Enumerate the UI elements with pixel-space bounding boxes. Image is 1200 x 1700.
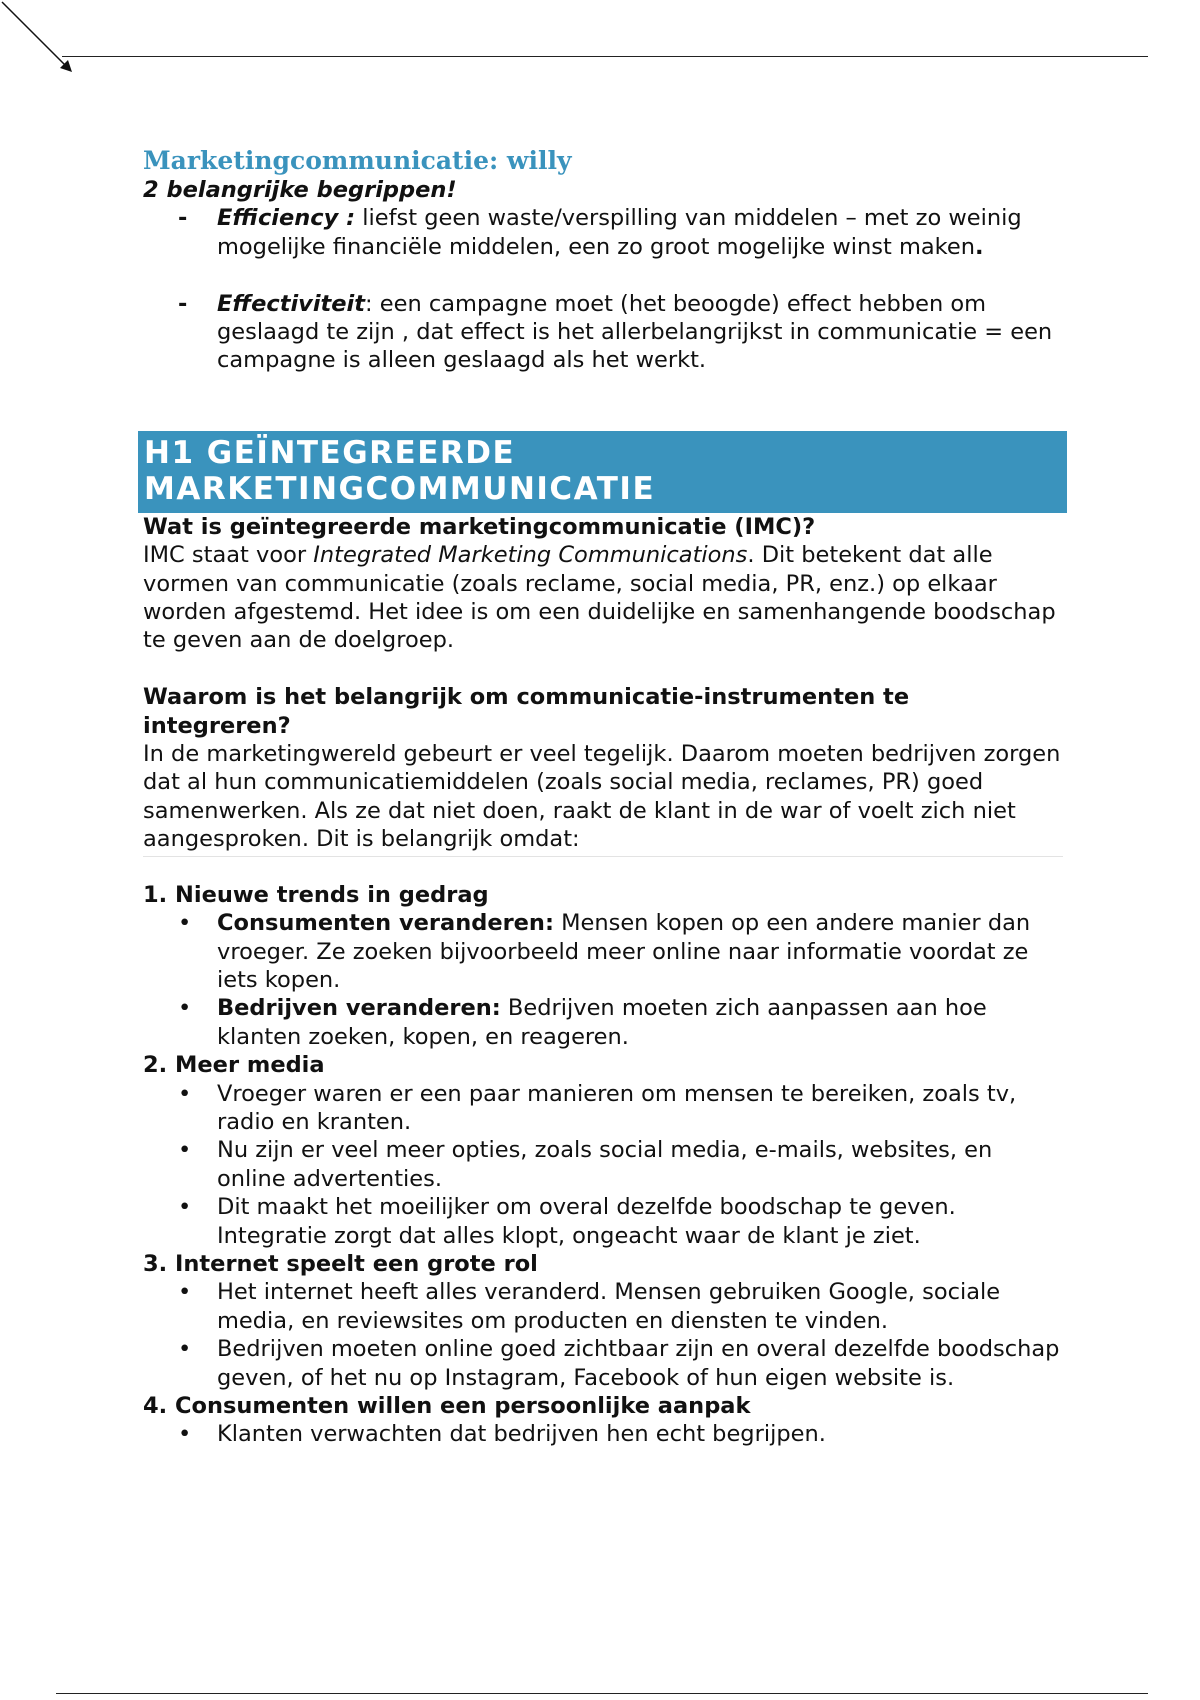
spacer bbox=[143, 857, 1063, 881]
dash-marker: - bbox=[178, 290, 188, 317]
bullet-marker: • bbox=[178, 1080, 192, 1107]
section-4 bbox=[143, 1392, 1063, 1449]
list-item bbox=[143, 909, 1063, 994]
key-terms-list bbox=[143, 204, 1063, 374]
list-item bbox=[143, 1420, 1063, 1448]
section-2 bbox=[143, 1051, 1063, 1250]
item-text: Het internet heeft alles veranderd. Mensen gebruiken Google, sociale media, en reviewsites om producten en diensten te vinden. bbox=[217, 1279, 1001, 1334]
item-bold: Bedrijven veranderen: bbox=[217, 995, 501, 1022]
term-effectiviteit: Effectiviteit bbox=[217, 290, 366, 317]
dash-marker: - bbox=[178, 205, 188, 232]
course-title: Marketingcommunicatie: willy bbox=[143, 146, 572, 175]
item-text: Vroeger waren er een paar manieren om mensen te bereiken, zoals tv, radio en kranten. bbox=[217, 1080, 1017, 1135]
imc-text-after: . Dit betekent dat alle vormen van communicatie (zoals reclame, social media, PR, enz.) op elkaar worden afgestemd. Het idee is om een duidelijke en samenhangende boodschap te geven aan de doelgroep. bbox=[143, 542, 1056, 654]
chapter-heading bbox=[138, 431, 1067, 513]
item-text: Klanten verwachten dat bedrijven hen echt begrijpen. bbox=[217, 1421, 826, 1448]
list-item bbox=[143, 1335, 1063, 1392]
top-rule bbox=[62, 56, 1148, 57]
term-efficiency: Efficiency : bbox=[217, 205, 356, 232]
list-item bbox=[143, 1080, 1063, 1137]
list-item bbox=[143, 290, 1063, 375]
bullet-list bbox=[143, 1278, 1063, 1392]
key-terms-heading: 2 belangrijke begrippen! bbox=[143, 177, 457, 203]
chapter-heading-line2: MARKETINGCOMMUNICATIE bbox=[144, 470, 656, 507]
item-text: Bedrijven moeten online goed zichtbaar zijn en overal dezelfde boodschap geven, of het nu op Instagram, Facebook of hun eigen website is. bbox=[217, 1336, 1060, 1391]
chapter-heading-line1: H1 GEÏNTEGREERDE bbox=[144, 434, 516, 471]
document-body bbox=[143, 146, 1063, 1449]
term-efficiency-end: . bbox=[975, 233, 984, 260]
section-1 bbox=[143, 881, 1063, 1051]
section-3 bbox=[143, 1250, 1063, 1392]
item-text: Mensen kopen op een andere manier dan vroeger. Ze zoeken bijvoorbeeld meer online naar informatie voordat ze iets kopen. bbox=[217, 910, 1031, 993]
list-item bbox=[143, 1136, 1063, 1193]
item-bold: Consumenten veranderen: bbox=[217, 910, 554, 937]
imc-question: Wat is geïntegreerde marketingcommunicatie (IMC)? bbox=[143, 513, 816, 540]
list-item bbox=[143, 1278, 1063, 1335]
list-item bbox=[143, 204, 1063, 261]
spacer bbox=[143, 375, 1063, 431]
imc-text-before: IMC staat voor bbox=[143, 542, 314, 569]
bullet-marker: • bbox=[178, 1421, 192, 1448]
list-item bbox=[143, 1193, 1063, 1250]
corner-arrow-icon bbox=[0, 0, 80, 80]
imc-paragraph bbox=[143, 541, 1063, 655]
bullet-marker: • bbox=[178, 995, 192, 1022]
item-text: Nu zijn er veel meer opties, zoals social media, e-mails, websites, en online advertenties. bbox=[217, 1137, 993, 1192]
section-heading: 1. Nieuwe trends in gedrag bbox=[143, 881, 489, 908]
bottom-rule bbox=[56, 1693, 1148, 1694]
spacer bbox=[143, 655, 1063, 683]
section-heading: 3. Internet speelt een grote rol bbox=[143, 1250, 538, 1277]
item-text: Bedrijven moeten zich aanpassen aan hoe klanten zoeken, kopen, en reageren. bbox=[217, 995, 987, 1050]
bullet-marker: • bbox=[178, 1137, 192, 1164]
why-paragraph: In de marketingwereld gebeurt er veel tegelijk. Daarom moeten bedrijven zorgen dat al hun communicatiemiddelen (zoals social media, reclames, PR) goed samenwerken. Als ze dat niet doen, raakt de klant in de war of voelt zich niet aangesproken. Dit is belangrijk omdat: bbox=[143, 741, 1061, 853]
list-item bbox=[143, 994, 1063, 1051]
term-effectiviteit-text: : een campagne moet (het beoogde) effect hebben om geslaagd te zijn , dat effect is het allerbelangrijkst in communicatie = een campagne is alleen geslaagd als het werkt. bbox=[217, 290, 1053, 374]
imc-text-italic: Integrated Marketing Communications bbox=[313, 542, 748, 569]
section-heading: 2. Meer media bbox=[143, 1052, 325, 1079]
item-text: Dit maakt het moeilijker om overal dezelfde boodschap te geven. Integratie zorgt dat alles klopt, ongeacht waar de klant je ziet. bbox=[217, 1194, 956, 1249]
spacer bbox=[143, 261, 1063, 289]
term-efficiency-text: liefst geen waste/verspilling van middelen – met zo weinig mogelijke financiële middelen, een zo groot mogelijke winst maken bbox=[217, 205, 1022, 260]
section-heading: 4. Consumenten willen een persoonlijke aanpak bbox=[143, 1393, 751, 1419]
bullet-marker: • bbox=[178, 1336, 192, 1363]
bullet-marker: • bbox=[178, 1194, 192, 1221]
bullet-list bbox=[143, 1420, 1063, 1448]
bullet-marker: • bbox=[178, 1279, 192, 1306]
why-question: Waarom is het belangrijk om communicatie-instrumenten te integreren? bbox=[143, 684, 910, 739]
bullet-marker: • bbox=[178, 910, 192, 937]
bullet-list bbox=[143, 909, 1063, 1051]
bullet-list bbox=[143, 1080, 1063, 1250]
